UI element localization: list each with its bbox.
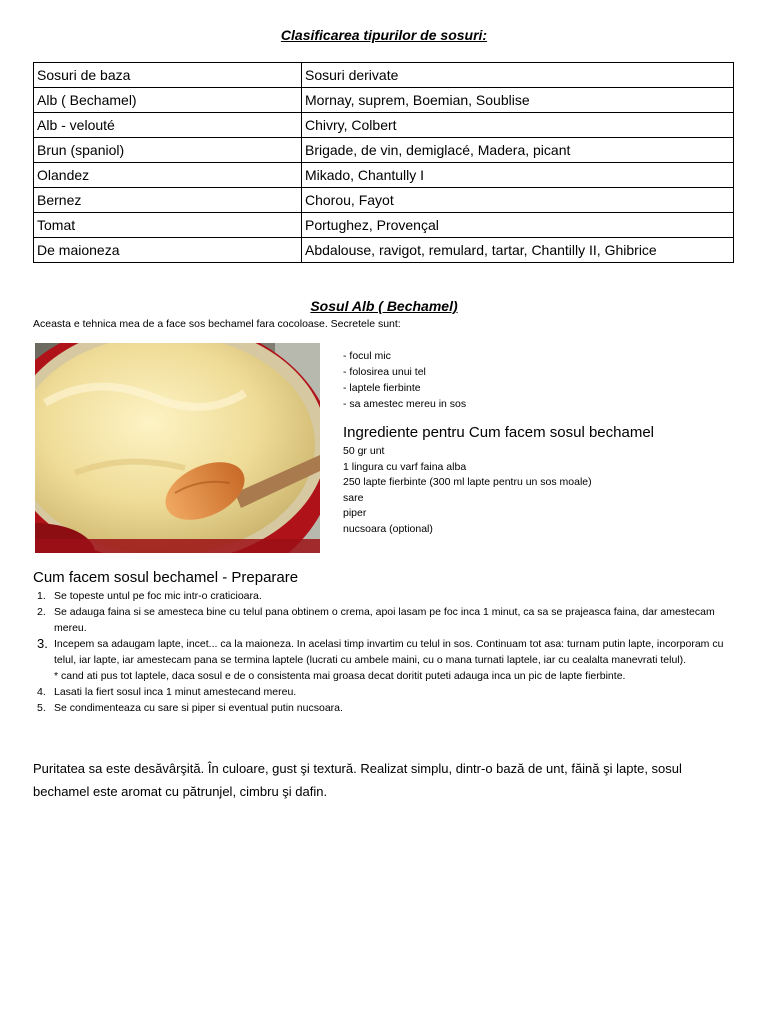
table-row [34, 163, 734, 188]
step-number: 3. [37, 636, 48, 651]
table-cell: Abdalouse, ravigot, remulard, tartar, Chantilly II, Ghibrice [302, 238, 734, 263]
table-row [34, 213, 734, 238]
table-cell: Mornay, suprem, Boemian, Soublise [302, 88, 734, 113]
list-item: sare [343, 491, 364, 504]
list-item: nucsoara (optional) [343, 522, 433, 535]
step-text: Se adauga faina si se amesteca bine cu telul pana obtinem o crema, apoi lasam pe foc inca 1 minut, ca sa se prajeasca faina, dar amestecam mereu. [54, 606, 715, 634]
list-item: - focul mic [343, 350, 391, 362]
table-cell: Chivry, Colbert [302, 113, 734, 138]
list-item [33, 636, 733, 684]
list-item: 50 gr unt [343, 445, 385, 457]
list-item: - folosirea unui tel [343, 366, 426, 378]
list-item [33, 604, 733, 636]
list-item [33, 588, 733, 604]
ingredients-list [343, 444, 592, 537]
list-item [33, 684, 733, 700]
table-cell: Tomat [34, 213, 302, 238]
list-item: - sa amestec mereu in sos [343, 398, 467, 410]
table-cell: Sosuri de baza [34, 63, 302, 88]
table-row [34, 238, 734, 263]
sauce-classification-table [33, 62, 734, 263]
list-item: 1 lingura cu varf faina alba [343, 460, 467, 473]
list-item: - laptele fierbinte [343, 382, 421, 394]
classification-title: Clasificarea tipurilor de sosuri: [280, 27, 488, 43]
table-row [34, 138, 734, 163]
table-row [34, 63, 734, 88]
table-row [34, 88, 734, 113]
table-cell: Bernez [34, 188, 302, 213]
table-cell: De maioneza [34, 238, 302, 263]
step-text: Incepem sa adaugam lapte, incet... ca la maioneza. In acelasi timp invartim cu telul in sos. Continuam tot asa: turnam putin lapte, incorporam cu telul, iar lapte, iar amestecam pana se termina laptele (lucrati cu ambele maini, cu o mana turnati laptele, iar cu cealalta manevrati telul). [54, 638, 724, 666]
step-text: Lasati la fiert sosul inca 1 minut amestecand mereu. [54, 686, 297, 698]
table-cell: Brun (spaniol) [34, 138, 302, 163]
step-number: 4. [37, 686, 46, 698]
list-item: piper [343, 507, 367, 519]
step-text: Se topeste untul pe foc mic intr-o craticioara. [54, 590, 262, 602]
step-number: 5. [37, 702, 46, 714]
table-cell: Olandez [34, 163, 302, 188]
ingredients-heading: Ingrediente pentru Cum facem sosul bechamel [343, 424, 655, 441]
preparation-steps [33, 588, 733, 716]
step-note: * cand ati pus tot laptele, daca sosul e de o consistenta mai groasa decat doritit puteti adauga inca un pic de lapte fierbinte. [54, 670, 626, 682]
table-cell: Mikado, Chantully I [302, 163, 734, 188]
step-number: 1. [37, 590, 46, 602]
secrets-list [343, 348, 466, 412]
closing-paragraph: Puritatea sa este desăvârşită. În culoare, gust şi textură. Realizat simplu, dintr-o bază de unt, făină şi lapte, sosul bechamel este aromat cu pătrunjel, cimbru şi dafin. [33, 761, 682, 799]
table-cell: Sosuri derivate [302, 63, 734, 88]
preparation-heading: Cum facem sosul bechamel - Preparare [33, 569, 299, 586]
table-row [34, 113, 734, 138]
table-cell: Alb ( Bechamel) [34, 88, 302, 113]
step-text: Se condimenteaza cu sare si piper si eventual putin nucsoara. [54, 702, 343, 714]
table-cell: Chorou, Fayot [302, 188, 734, 213]
bechamel-title: Sosul Alb ( Bechamel) [310, 298, 458, 314]
table-row [34, 188, 734, 213]
list-item [33, 700, 733, 716]
intro-text: Aceasta e tehnica mea de a face sos bechamel fara cocoloase. Secretele sunt: [33, 318, 401, 330]
list-item: 250 lapte fierbinte (300 ml lapte pentru un sos moale) [343, 476, 592, 488]
table-cell: Alb - velouté [34, 113, 302, 138]
table-cell: Portughez, Provençal [302, 213, 734, 238]
bechamel-sauce-photo [35, 343, 320, 553]
table-cell: Brigade, de vin, demiglacé, Madera, picant [302, 138, 734, 163]
step-number: 2. [37, 606, 46, 618]
